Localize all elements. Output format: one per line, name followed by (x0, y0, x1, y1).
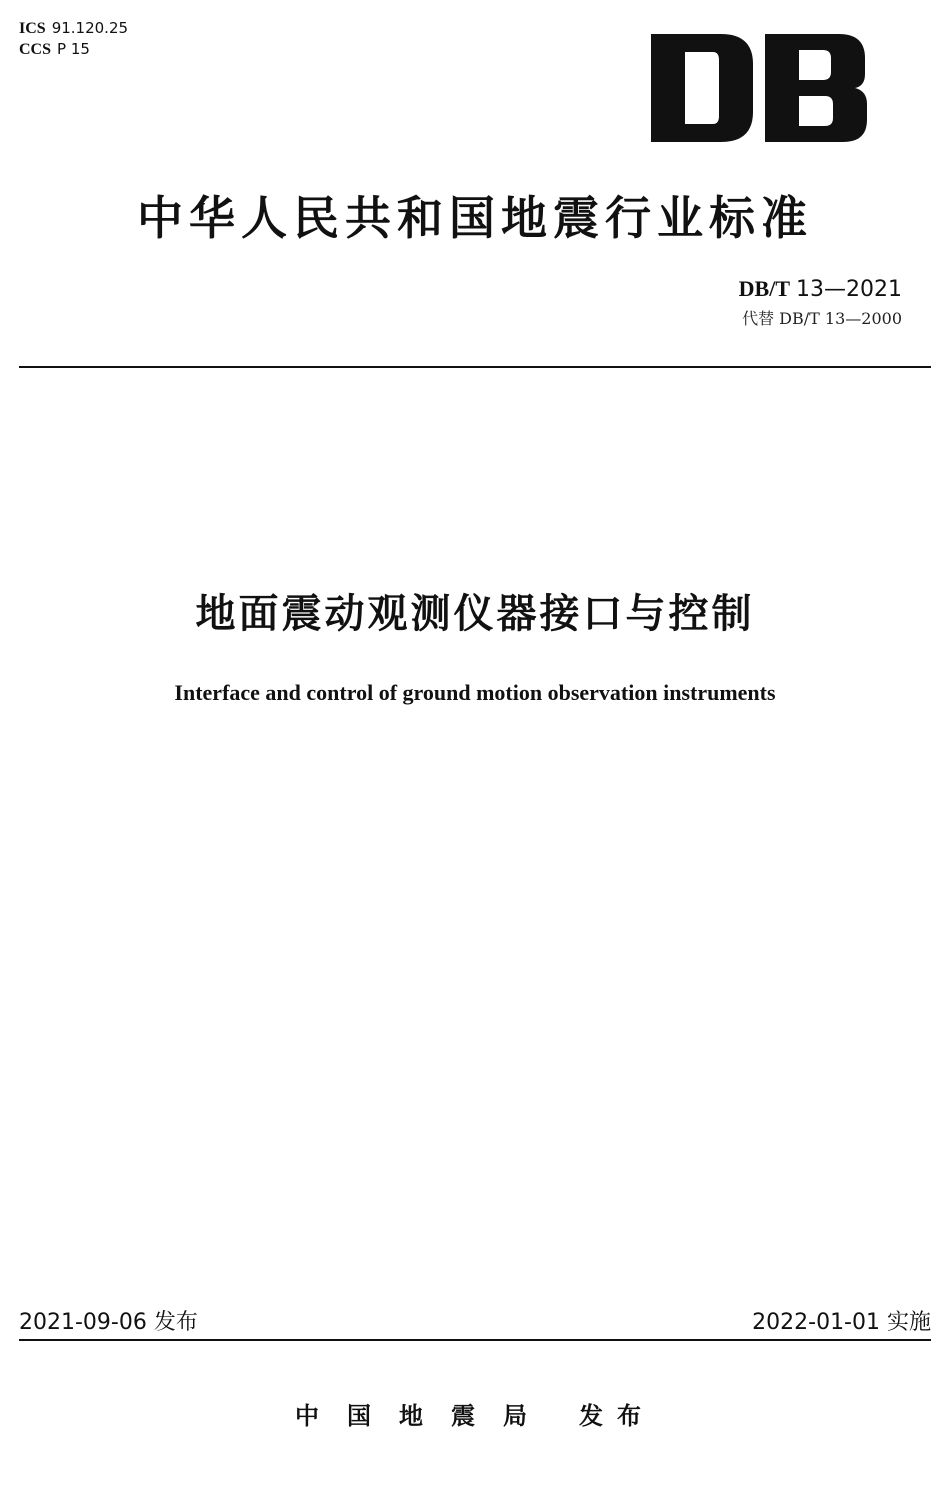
industry-standard-heading: 中华人民共和国地震行业标准 (137, 191, 813, 245)
replaces-standard: 代替 DB/T 13—2000 (742, 309, 902, 328)
publisher-action: 发布 (579, 1402, 655, 1430)
ccs-value: P 15 (57, 40, 90, 58)
publisher (0, 1396, 950, 1431)
ics-code (19, 18, 128, 39)
implementation-date: 2022-01-01 实施 (752, 1310, 931, 1335)
top-divider (19, 366, 931, 368)
standard-number-prefix: DB/T (738, 276, 791, 301)
bottom-divider (19, 1339, 931, 1341)
document-title-cn: 地面震动观测仪器接口与控制 (195, 591, 755, 637)
document-title-en: Interface and control of ground motion observation instruments (174, 680, 776, 705)
classification-codes (19, 18, 128, 60)
ccs-label: CCS (19, 41, 52, 58)
ics-value: 91.120.25 (51, 19, 129, 37)
standard-number-rest: 13—2021 (796, 277, 902, 302)
standard-number-block (739, 276, 902, 329)
ccs-code (19, 39, 128, 60)
issue-date: 2021-09-06 发布 (19, 1310, 198, 1335)
db-logo (651, 34, 867, 142)
publisher-org: 中国地震局 (295, 1402, 555, 1430)
standard-number (739, 276, 902, 302)
ics-label: ICS (19, 20, 46, 37)
